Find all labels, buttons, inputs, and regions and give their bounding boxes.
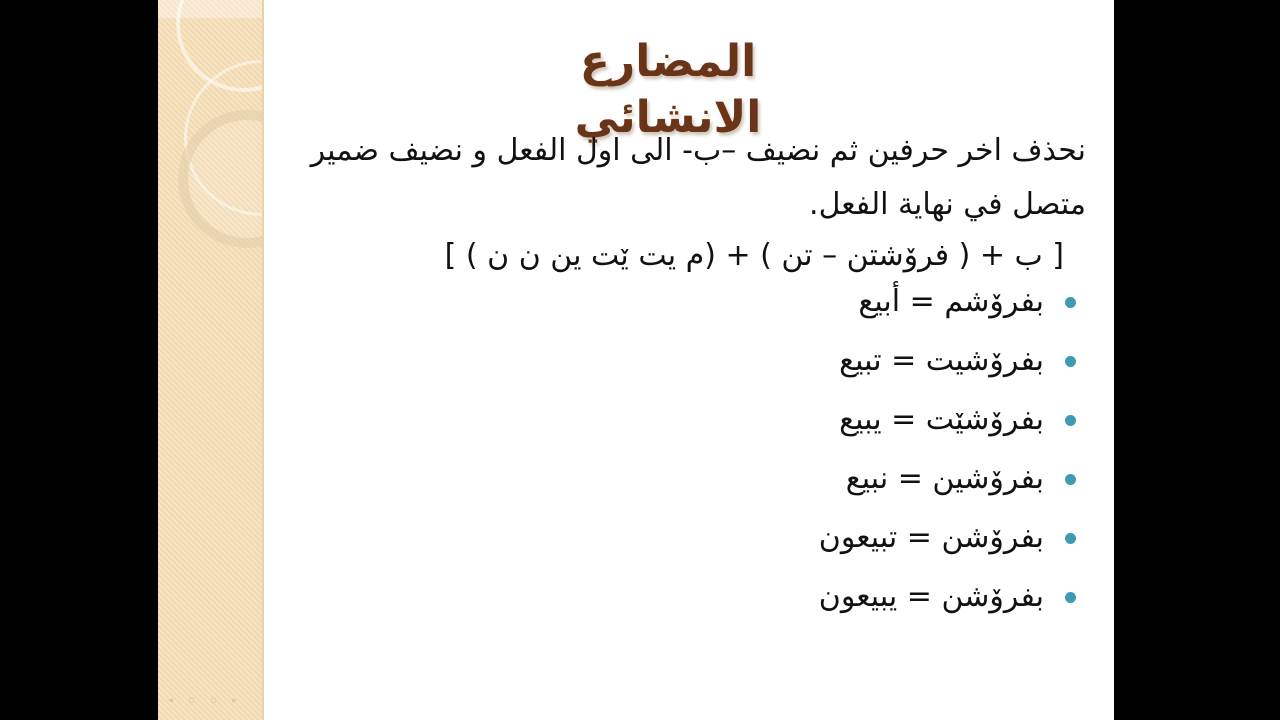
list-item [288, 518, 1086, 558]
example-text: بفرۆشيت = تبيع [839, 343, 1044, 378]
slide-nav-icons: ◂ ▫ ▫ ▸ [168, 695, 244, 706]
example-text: بفرۆشن = تبيعون [818, 520, 1044, 555]
slide-title: المضارع الانشائي [574, 36, 762, 143]
example-text: بفرۆشن = يبيعون [818, 579, 1044, 614]
slide-body [288, 124, 1086, 636]
bullet-icon [1065, 474, 1076, 485]
bullet-icon [1065, 356, 1076, 367]
list-item [288, 400, 1086, 440]
list-item [288, 577, 1086, 617]
bullet-icon [1065, 592, 1076, 603]
explanation-paragraph: نحذف اخر حرفين ثم نضيف –ب- الى اول الفعل و نضيف ضمير متصل في نهاية الفعل. [310, 133, 1086, 222]
example-text: بفرۆشم = أبيع [858, 284, 1044, 319]
bullet-icon [1065, 415, 1076, 426]
list-item [288, 341, 1086, 381]
presentation-slide [158, 0, 1114, 720]
bullet-icon [1065, 533, 1076, 544]
example-text: بفرۆشێت = يبيع [839, 402, 1044, 437]
example-list [288, 282, 1086, 617]
list-item [288, 459, 1086, 499]
bullet-icon [1065, 297, 1076, 308]
decorative-side-panel [158, 0, 264, 720]
list-item [288, 282, 1086, 322]
conjugation-formula: [ ب + ( فرۆشتن – تن ) + (م يت ێت ين ن ن ) ] [444, 238, 1064, 273]
example-text: بفرۆشين = نبيع [845, 461, 1044, 496]
